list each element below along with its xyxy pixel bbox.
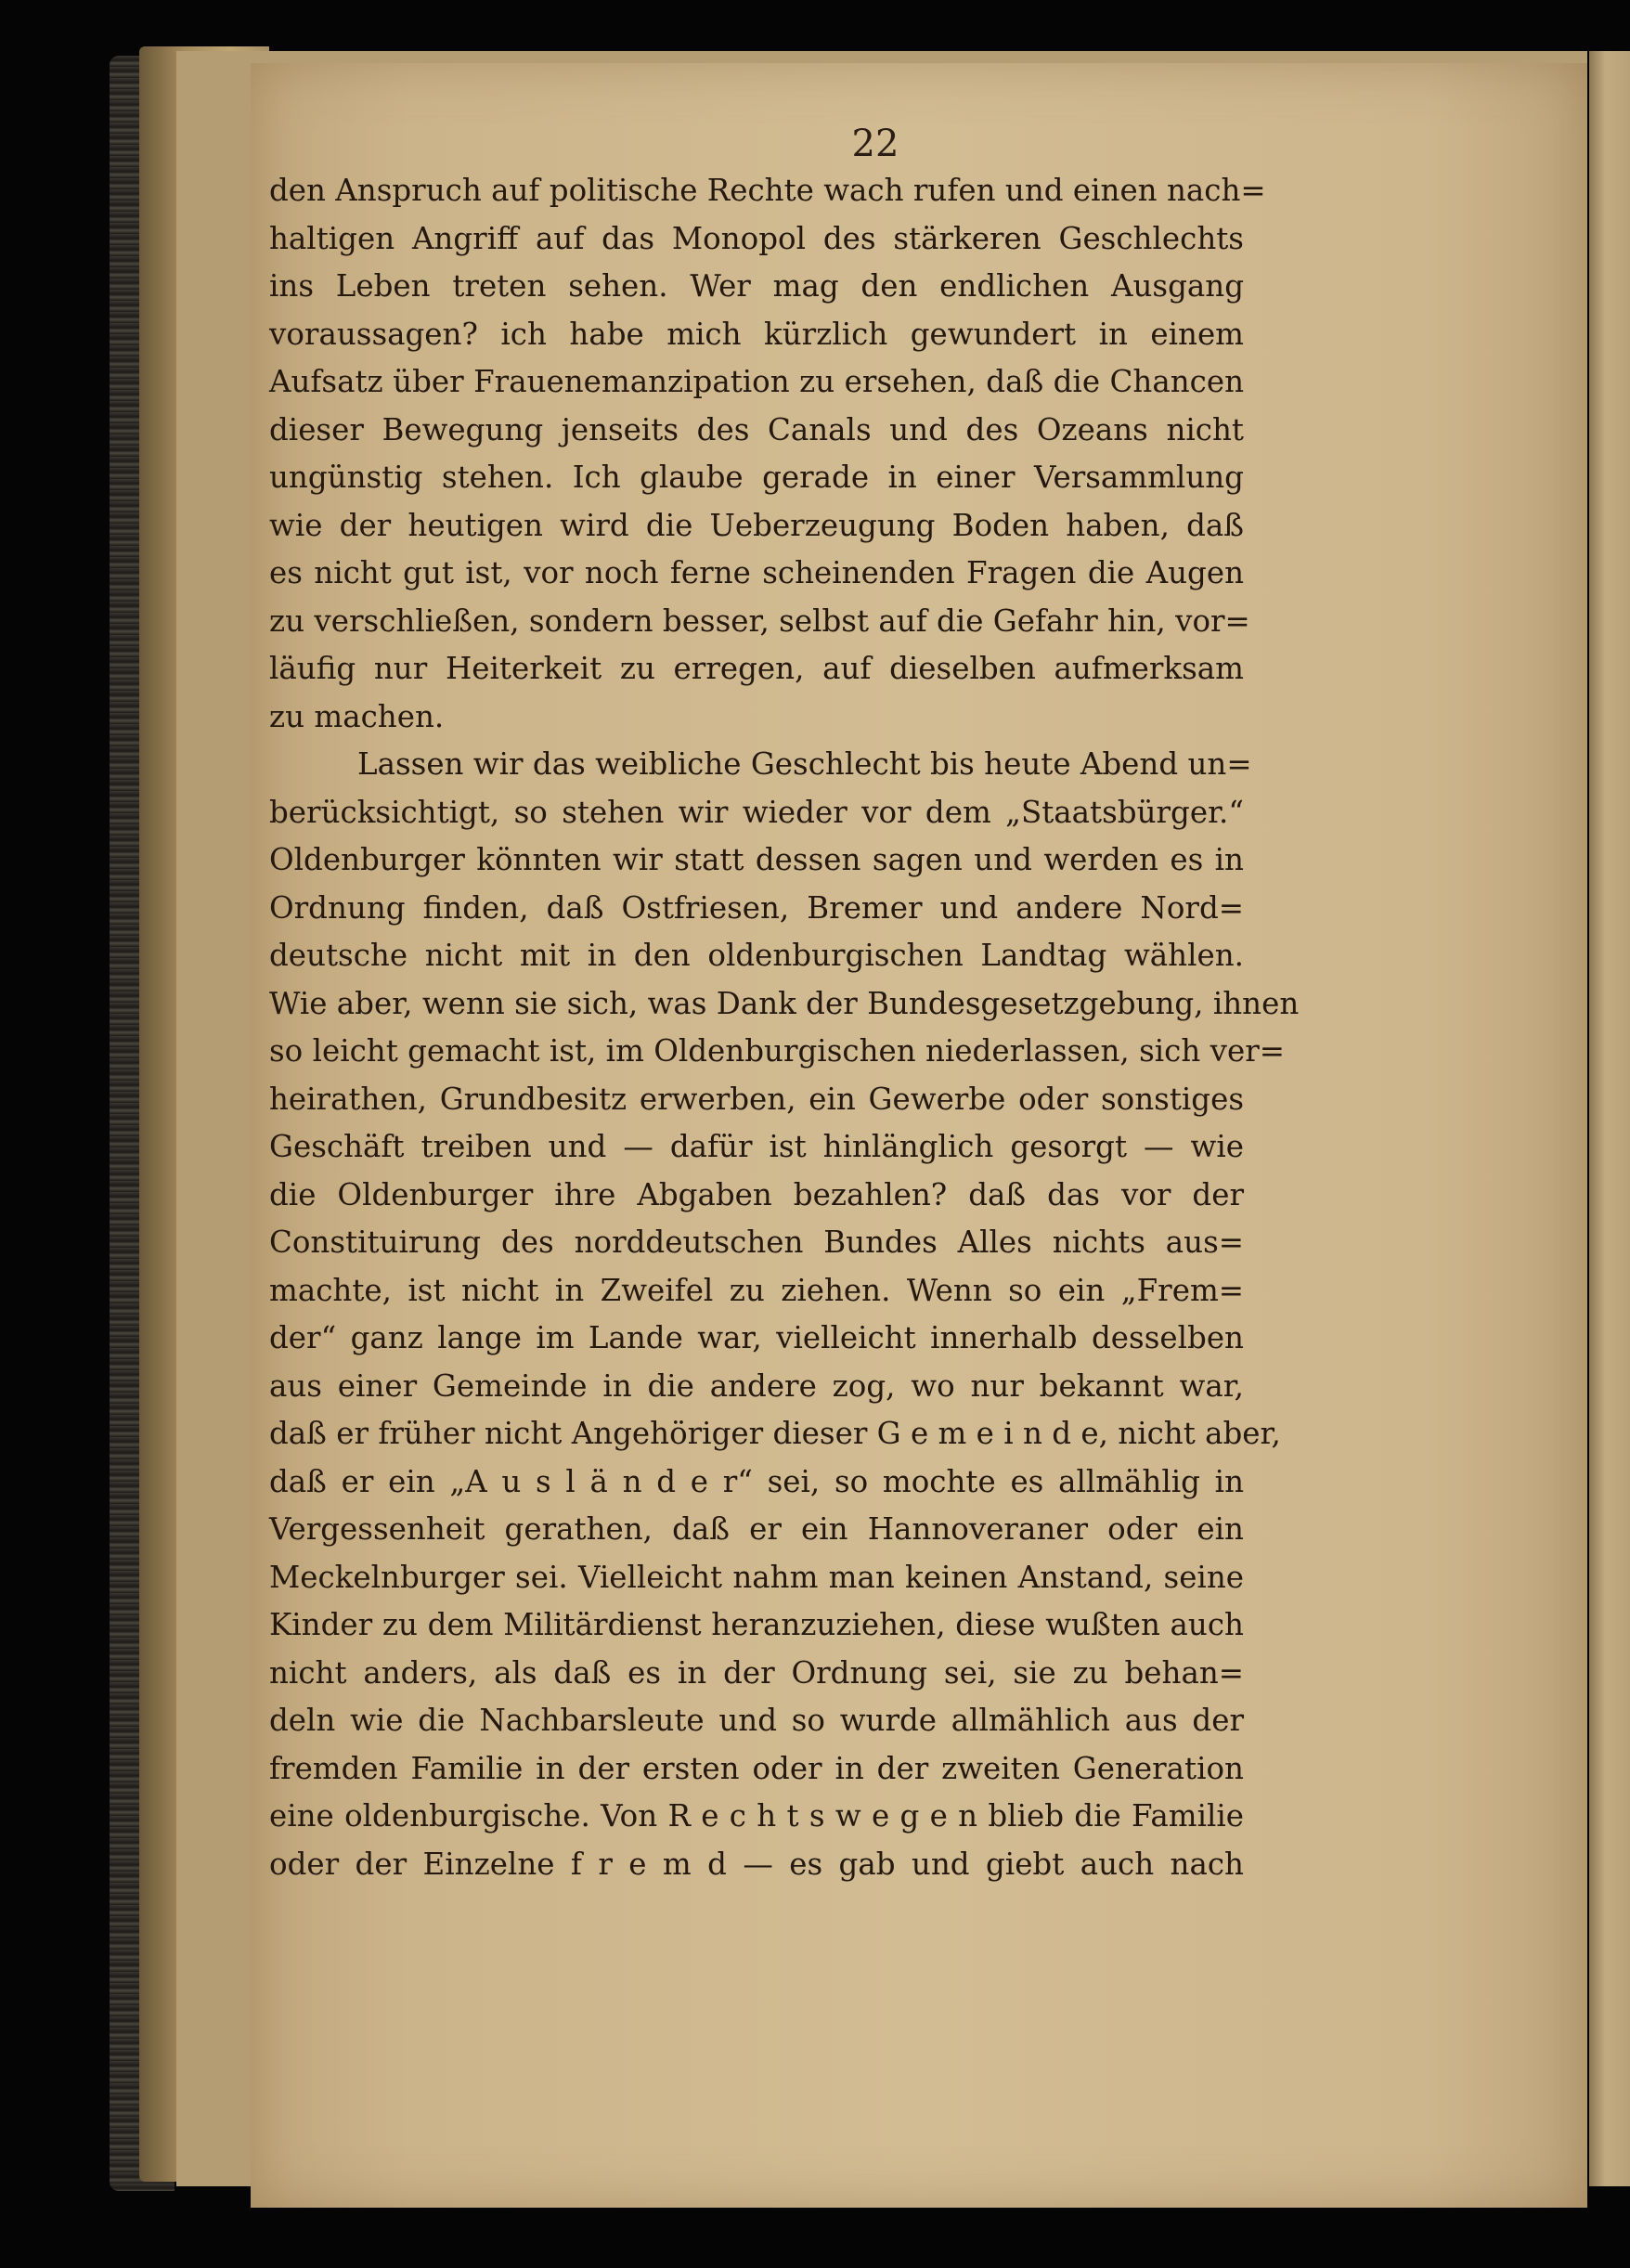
text-line: fremden Familie in der ersten oder in der zweiten Generation <box>269 1750 1244 1786</box>
text-line: eine oldenburgische. Von R e c h t s w e g e n blieb die Familie <box>269 1798 1244 1834</box>
text-line: Lassen wir das weibliche Geschlecht bis heute Abend un= <box>357 746 1252 782</box>
text-line: ins Leben treten sehen. Wer mag den endlichen Ausgang <box>269 268 1244 304</box>
page-number: 22 <box>851 123 899 165</box>
text-line: zu verschließen, sondern besser, selbst auf die Gefahr hin, vor= <box>269 603 1250 639</box>
text-line: nicht anders, als daß es in der Ordnung sei, sie zu behan= <box>269 1654 1244 1691</box>
text-line: Geschäft treiben und — dafür ist hinlänglich gesorgt — wie <box>269 1129 1244 1164</box>
text-line: Kinder zu dem Militärdienst heranzuziehen, diese wußten auch <box>269 1607 1244 1642</box>
text-line: haltigen Angriff auf das Monopol des stärkeren Geschlechts <box>269 220 1244 256</box>
text-line: ungünstig stehen. Ich glaube gerade in einer Versammlung <box>269 460 1244 495</box>
text-line: Meckelnburger sei. Vielleicht nahm man keinen Anstand, seine <box>269 1559 1244 1595</box>
text-line: so leicht gemacht ist, im Oldenburgischen niederlassen, sich ver= <box>269 1033 1285 1069</box>
text-line: aus einer Gemeinde in die andere zog, wo nur bekannt war, <box>269 1367 1244 1404</box>
body-text <box>269 167 1300 1888</box>
text-line: es nicht gut ist, vor noch ferne scheinenden Fragen die Augen <box>269 555 1244 590</box>
text-line: Aufsatz über Frauenemanzipation zu ersehen, daß die Chancen <box>269 364 1244 399</box>
text-line: den Anspruch auf politische Rechte wach rufen und einen nach= <box>269 173 1266 208</box>
text-line: berücksichtigt, so stehen wir wieder vor dem „Staatsbürger.“ <box>269 794 1244 830</box>
text-line: Wie aber, wenn sie sich, was Dank der Bundesgesetzgebung, ihnen <box>269 985 1300 1021</box>
text-line: oder der Einzelne f r e m d — es gab und giebt auch nach <box>269 1846 1244 1882</box>
text-line: deln wie die Nachbarsleute und so wurde allmählich aus der <box>269 1703 1244 1738</box>
text-line: daß er früher nicht Angehöriger dieser G e m e i n d e, nicht aber, <box>269 1416 1281 1451</box>
text-line: Constituirung des norddeutschen Bundes Alles nichts aus= <box>269 1225 1244 1260</box>
text-line: dieser Bewegung jenseits des Canals und des Ozeans nicht <box>269 411 1244 447</box>
text-line: der“ ganz lange im Lande war, vielleicht innerhalb desselben <box>269 1320 1244 1355</box>
text-line: Ordnung finden, daß Ostfriesen, Bremer und andere Nord= <box>269 889 1244 926</box>
text-line: daß er ein „A u s l ä n d e r“ sei, so mochte es allmählig in <box>269 1463 1244 1499</box>
text-line: die Oldenburger ihre Abgaben bezahlen? daß das vor der <box>269 1176 1244 1212</box>
text-line: machte, ist nicht in Zweifel zu ziehen. Wenn so ein „Frem= <box>269 1272 1244 1308</box>
text-line: deutsche nicht mit in den oldenburgischen Landtag wählen. <box>269 938 1244 973</box>
text-line: Oldenburger könnten wir statt dessen sagen und werden es in <box>269 842 1244 877</box>
text-line: wie der heutigen wird die Ueberzeugung Boden haben, daß <box>269 507 1244 543</box>
adjacent-page-edge <box>1589 51 1630 2186</box>
text-line: zu machen. <box>269 698 445 734</box>
text-line: voraussagen? ich habe mich kürzlich gewundert in einem <box>269 316 1244 352</box>
text-line: Vergessenheit gerathen, daß er ein Hannoveraner oder ein <box>269 1511 1244 1547</box>
text-line: läufig nur Heiterkeit zu erregen, auf dieselben aufmerksam <box>269 651 1244 686</box>
text-line: heirathen, Grundbesitz erwerben, ein Gewerbe oder sonstiges <box>269 1081 1244 1117</box>
